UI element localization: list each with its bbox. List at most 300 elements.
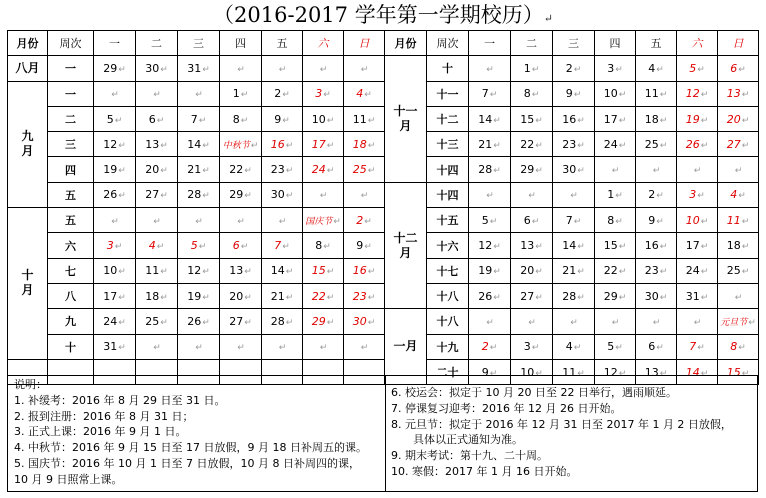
- date-cell: 7↵: [469, 81, 511, 106]
- week-number-text: 十二: [436, 113, 459, 127]
- date-cell-text: 19: [478, 264, 493, 278]
- date-cell: 28↵: [262, 309, 303, 334]
- date-cell: 12↵: [595, 359, 636, 384]
- notes-left-column: [14, 377, 367, 488]
- week-number-text: 九: [65, 315, 76, 329]
- date-cell-text: 13: [644, 365, 659, 379]
- week-row: [385, 258, 759, 283]
- week-number-text: 十三: [436, 138, 459, 152]
- date-cell: ↵: [178, 208, 220, 233]
- week-number-text: 二: [65, 113, 76, 127]
- date-cell: ↵: [553, 182, 595, 207]
- date-cell-text: 15: [520, 112, 535, 126]
- date-cell-text: 27: [726, 137, 741, 151]
- date-cell: ↵: [262, 208, 303, 233]
- date-cell-text: 14: [270, 264, 285, 278]
- date-cell-text: 25: [644, 137, 659, 151]
- date-cell-text: 30: [644, 289, 659, 303]
- date-cell: 30↵: [553, 157, 595, 182]
- week-number: [427, 106, 469, 131]
- day-header-text: 六: [691, 37, 703, 51]
- date-cell-text: 20: [726, 112, 741, 126]
- date-cell: 30↵: [262, 182, 303, 207]
- date-cell-text: 31: [103, 340, 118, 354]
- week-number-text: 十五: [436, 214, 459, 228]
- date-cell: ↵: [553, 309, 595, 334]
- title-text: （2016-2017 学年第一学期校历）: [213, 3, 544, 27]
- date-cell: 8↵: [511, 81, 553, 106]
- date-cell: 中秋节↵: [220, 132, 262, 157]
- date-cell-text: 5: [607, 340, 615, 354]
- date-cell: 5↵: [469, 208, 511, 233]
- week-row: [8, 233, 385, 258]
- week-number: [427, 283, 469, 308]
- date-cell: 31↵: [178, 56, 220, 81]
- date-cell: 15↵: [303, 258, 344, 283]
- day-header: [136, 31, 178, 56]
- week-number: [427, 132, 469, 157]
- date-cell-text: 18: [145, 289, 160, 303]
- date-cell-text: 7: [689, 340, 697, 354]
- date-cell-text: 28: [270, 314, 285, 328]
- week-row: [385, 283, 759, 308]
- date-cell: 22↵: [595, 258, 636, 283]
- week-row: [8, 283, 385, 308]
- date-cell: 9↵: [469, 359, 511, 384]
- date-cell: ↵: [220, 208, 262, 233]
- date-cell-text: 17: [685, 239, 700, 253]
- date-cell-text: 3: [607, 61, 615, 75]
- date-cell-text: 29: [229, 188, 244, 202]
- date-cell-text: 13: [145, 137, 160, 151]
- date-cell-text: 30: [562, 163, 577, 177]
- calendar-title: （2016-2017 学年第一学期校历）↵: [213, 3, 553, 27]
- date-cell-text: 元旦节: [720, 317, 748, 328]
- date-cell: 14↵: [677, 359, 718, 384]
- week-number: [48, 81, 94, 106]
- date-cell: 28↵: [178, 182, 220, 207]
- date-cell: ↵: [677, 157, 718, 182]
- date-cell-text: 30: [270, 188, 285, 202]
- month-label: [8, 56, 48, 81]
- month-header-text: 月份: [16, 37, 39, 51]
- week-row: [385, 81, 759, 106]
- week-number-text: 十八: [436, 290, 459, 304]
- month-header-text: 月份: [394, 37, 417, 51]
- date-cell-text: 18: [352, 137, 367, 151]
- date-cell: 10↵: [303, 106, 344, 131]
- date-cell-text: 14: [478, 112, 493, 126]
- date-cell-text: 国庆节: [305, 216, 333, 227]
- date-cell-text: 29: [311, 314, 326, 328]
- date-cell-text: 7: [274, 239, 282, 253]
- date-cell: 23↵: [553, 132, 595, 157]
- date-cell-text: 7: [190, 112, 198, 126]
- date-cell: ↵: [677, 309, 718, 334]
- date-cell-text: 12: [685, 87, 700, 101]
- date-cell-text: 3: [106, 239, 114, 253]
- date-cell-text: 12: [478, 239, 493, 253]
- notes-divider: [385, 376, 386, 491]
- notes-section: [7, 375, 758, 492]
- date-cell: 6↵: [718, 56, 759, 81]
- date-cell-text: 12: [103, 137, 118, 151]
- date-cell-text: 27: [229, 314, 244, 328]
- date-cell-text: 31: [187, 61, 202, 75]
- date-cell: 16↵: [553, 106, 595, 131]
- notes-right-column: [391, 385, 732, 480]
- day-header: [595, 31, 636, 56]
- month-label-text: 九 月: [21, 129, 34, 159]
- date-cell: 9↵: [344, 233, 385, 258]
- date-cell-text: 8: [315, 239, 323, 253]
- date-cell: 31↵: [677, 283, 718, 308]
- date-cell-text: 29: [103, 61, 118, 75]
- date-cell-text: 11: [726, 213, 741, 227]
- date-cell: 28↵: [469, 157, 511, 182]
- date-cell-text: 24: [685, 264, 700, 278]
- date-cell-text: 2: [648, 188, 656, 202]
- date-cell: 24↵: [94, 309, 136, 334]
- date-cell: 19↵: [94, 157, 136, 182]
- month-label-text: 十 月: [21, 268, 34, 298]
- date-cell: ↵: [469, 56, 511, 81]
- date-cell-text: 16: [644, 239, 659, 253]
- month-label: [8, 208, 48, 360]
- date-cell: 7↵: [262, 233, 303, 258]
- month-label-text: 十一 月: [393, 104, 418, 134]
- date-cell: 2↵: [636, 182, 677, 207]
- date-cell-text: 3: [689, 188, 697, 202]
- date-cell-text: 10: [603, 87, 618, 101]
- date-cell: 7↵: [178, 106, 220, 131]
- date-cell: 11↵: [136, 258, 178, 283]
- date-cell: ↵: [303, 56, 344, 81]
- date-cell-text: 11: [145, 264, 160, 278]
- notes-heading: 说明：: [14, 378, 47, 391]
- date-cell-text: 28: [562, 289, 577, 303]
- date-cell-text: 16: [562, 112, 577, 126]
- date-cell: 10↵: [511, 359, 553, 384]
- date-cell: 27↵: [511, 283, 553, 308]
- date-cell-text: 14: [685, 365, 700, 379]
- week-row: [385, 309, 759, 334]
- week-number-text: 十四: [436, 188, 459, 202]
- date-cell-text: 6: [148, 112, 156, 126]
- date-cell: 25↵: [636, 132, 677, 157]
- date-cell: 12↵: [677, 81, 718, 106]
- date-cell: 1↵: [511, 56, 553, 81]
- week-number-text: 十: [65, 340, 76, 354]
- date-cell-text: 2: [565, 61, 573, 75]
- date-cell: 24↵: [595, 132, 636, 157]
- date-cell-text: 25: [145, 314, 160, 328]
- week-number-text: 十六: [436, 239, 459, 253]
- day-header: [469, 31, 511, 56]
- date-cell: 3↵: [511, 334, 553, 359]
- date-cell-text: 27: [145, 188, 160, 202]
- date-cell: 元旦节↵: [718, 309, 759, 334]
- date-cell-text: 9: [356, 239, 364, 253]
- date-cell-text: 24: [103, 314, 118, 328]
- day-header-text: 二: [151, 37, 162, 51]
- date-cell-text: 5: [481, 213, 489, 227]
- date-cell: 22↵: [511, 132, 553, 157]
- date-cell-text: 27: [520, 289, 535, 303]
- day-header-text: 四: [609, 37, 621, 51]
- date-cell-text: 4: [730, 188, 738, 202]
- date-cell: 19↵: [469, 258, 511, 283]
- date-cell: 8↵: [595, 208, 636, 233]
- date-cell: 4↵: [553, 334, 595, 359]
- date-cell: 22↵: [303, 283, 344, 308]
- date-cell-text: 30: [352, 314, 367, 328]
- week-number-text: 十九: [436, 340, 459, 354]
- week-number: [48, 56, 94, 81]
- month-label: [385, 56, 427, 182]
- day-header-text: 日: [358, 37, 370, 51]
- date-cell: 8↵: [303, 233, 344, 258]
- date-cell-text: 22: [603, 264, 618, 278]
- date-cell: 3↵: [677, 182, 718, 207]
- note-item: 9. 期末考试：第十九、二十周。: [391, 449, 548, 463]
- date-cell-text: 16: [270, 137, 285, 151]
- date-cell-text: 15: [726, 365, 741, 379]
- date-cell-text: 5: [106, 112, 114, 126]
- week-number-text: 四: [65, 163, 76, 177]
- date-cell: 7↵: [553, 208, 595, 233]
- date-cell: 11↵: [344, 106, 385, 131]
- date-cell: 2↵: [469, 334, 511, 359]
- date-cell: ↵: [595, 157, 636, 182]
- week-row: [385, 233, 759, 258]
- date-cell: 26↵: [469, 283, 511, 308]
- date-cell-text: 7: [565, 213, 573, 227]
- date-cell: 19↵: [677, 106, 718, 131]
- date-cell: 11↵: [553, 359, 595, 384]
- date-cell: 14↵: [553, 233, 595, 258]
- date-cell-text: 15: [603, 239, 618, 253]
- month-label-text: 八月: [15, 60, 40, 75]
- date-cell-text: 13: [726, 87, 741, 101]
- date-cell-text: 1: [607, 188, 615, 202]
- week-header-text: 周次: [436, 37, 459, 51]
- date-cell-text: 11: [644, 87, 659, 101]
- date-cell: ↵: [303, 182, 344, 207]
- date-cell-text: 9: [565, 87, 573, 101]
- date-cell: ↵: [136, 334, 178, 359]
- date-cell-text: 1: [232, 87, 240, 101]
- date-cell: ↵: [636, 309, 677, 334]
- date-cell-text: 10: [103, 264, 118, 278]
- week-number-text: 十八: [436, 315, 459, 329]
- note-item: 2. 报到注册：2016 年 8 月 31 日；: [14, 409, 194, 423]
- week-number: [48, 334, 94, 359]
- week-number-text: 五: [65, 214, 76, 228]
- date-cell: 16↵: [636, 233, 677, 258]
- note-item: 4. 中秋节：2016 年 9 月 15 日至 17 日放假，9 月 18 日补周五的课。: [14, 441, 367, 455]
- week-row: [385, 56, 759, 81]
- date-cell-text: 14: [562, 239, 577, 253]
- date-cell-text: 26: [685, 137, 700, 151]
- week-row: [385, 182, 759, 207]
- date-cell-text: 29: [603, 289, 618, 303]
- week-number-text: 二十: [436, 366, 459, 379]
- week-number-text: 六: [65, 239, 76, 253]
- date-cell-text: 11: [352, 112, 367, 126]
- date-cell-text: 19: [685, 112, 700, 126]
- date-cell: 31↵: [94, 334, 136, 359]
- date-cell: 8↵: [718, 334, 759, 359]
- date-cell: 29↵: [303, 309, 344, 334]
- date-cell-text: 4: [648, 61, 656, 75]
- date-cell-text: 30: [145, 61, 160, 75]
- date-cell-text: 10: [311, 112, 326, 126]
- date-cell: 25↵: [718, 258, 759, 283]
- date-cell: ↵: [344, 56, 385, 81]
- date-cell-text: 6: [232, 239, 240, 253]
- week-row: [385, 106, 759, 131]
- date-cell-text: 中秋节: [222, 140, 250, 151]
- date-cell-text: 5: [190, 239, 198, 253]
- note-item: 6. 校运会：拟定于 10 月 20 日至 22 日举行，遇雨顺延。: [391, 386, 677, 399]
- date-cell-text: 17: [311, 137, 326, 151]
- day-header: [303, 31, 344, 56]
- date-cell: 28↵: [553, 283, 595, 308]
- week-number: [427, 157, 469, 182]
- date-cell-text: 12: [603, 365, 618, 379]
- date-cell: 23↵: [262, 157, 303, 182]
- date-cell: 2↵: [344, 208, 385, 233]
- date-cell-text: 13: [229, 264, 244, 278]
- day-header: [718, 31, 759, 56]
- week-header-text: 周次: [59, 37, 82, 51]
- day-header: [94, 31, 136, 56]
- date-cell: ↵: [178, 81, 220, 106]
- date-cell-text: 26: [187, 314, 202, 328]
- date-cell-text: 8: [523, 87, 531, 101]
- left-calendar-table: [7, 30, 385, 385]
- week-number: [48, 258, 94, 283]
- day-header: [178, 31, 220, 56]
- date-cell-text: 6: [648, 340, 656, 354]
- week-row: [8, 258, 385, 283]
- header-row: [385, 31, 759, 56]
- date-cell: ↵: [636, 157, 677, 182]
- date-cell: 7↵: [677, 334, 718, 359]
- date-cell-text: 23: [644, 264, 659, 278]
- week-row: [8, 334, 385, 359]
- week-number-text: 十七: [436, 264, 459, 278]
- month-label: [8, 81, 48, 207]
- date-cell: 9↵: [262, 106, 303, 131]
- date-cell: 3↵: [94, 233, 136, 258]
- date-cell-text: 16: [352, 264, 367, 278]
- date-cell: 15↵: [718, 359, 759, 384]
- date-cell-text: 8: [232, 112, 240, 126]
- date-cell-text: 9: [481, 365, 489, 379]
- date-cell: ↵: [220, 334, 262, 359]
- date-cell-text: 24: [311, 163, 326, 177]
- date-cell-text: 25: [352, 163, 367, 177]
- week-number-text: 三: [65, 138, 76, 152]
- date-cell: 25↵: [344, 157, 385, 182]
- date-cell-text: 21: [562, 264, 577, 278]
- week-number-text: 五: [65, 188, 76, 202]
- date-cell: 13↵: [136, 132, 178, 157]
- week-number: [48, 132, 94, 157]
- note-item: 具体以正式通知为准。: [413, 433, 523, 447]
- date-cell: ↵: [344, 334, 385, 359]
- day-header-text: 五: [650, 37, 662, 51]
- date-cell: 18↵: [636, 106, 677, 131]
- date-cell: 3↵: [303, 81, 344, 106]
- date-cell-text: 25: [726, 264, 741, 278]
- day-header-text: 一: [484, 37, 495, 51]
- date-cell: ↵: [595, 309, 636, 334]
- date-cell-text: 23: [562, 137, 577, 151]
- date-cell: 14↵: [469, 106, 511, 131]
- week-number: [427, 258, 469, 283]
- date-cell: 20↵: [511, 258, 553, 283]
- week-number-text: 十一: [436, 87, 459, 101]
- date-cell-text: 28: [187, 188, 202, 202]
- week-number-text: 十: [442, 62, 453, 76]
- date-cell: 20↵: [220, 283, 262, 308]
- date-cell: ↵: [469, 182, 511, 207]
- week-number-text: 一: [65, 87, 76, 101]
- date-cell-text: 2: [481, 340, 489, 354]
- week-number: [427, 233, 469, 258]
- date-cell: ↵: [262, 334, 303, 359]
- date-cell: 13↵: [220, 258, 262, 283]
- month-label: [385, 309, 427, 385]
- date-cell: 5↵: [178, 233, 220, 258]
- day-header-text: 三: [193, 37, 204, 51]
- week-number-text: 一: [65, 62, 76, 76]
- week-number: [48, 157, 94, 182]
- date-cell: 11↵: [718, 208, 759, 233]
- date-cell: ↵: [511, 182, 553, 207]
- date-cell: 24↵: [677, 258, 718, 283]
- day-header: [344, 31, 385, 56]
- date-cell: 17↵: [303, 132, 344, 157]
- date-cell: 11↵: [636, 81, 677, 106]
- date-cell: 25↵: [136, 309, 178, 334]
- day-header: [220, 31, 262, 56]
- date-cell: 26↵: [94, 182, 136, 207]
- date-cell: ↵: [718, 283, 759, 308]
- date-cell: ↵: [718, 157, 759, 182]
- date-cell-text: 29: [520, 163, 535, 177]
- date-cell: 29↵: [94, 56, 136, 81]
- date-cell: 18↵: [344, 132, 385, 157]
- date-cell-text: 24: [603, 137, 618, 151]
- note-item: 10 月 9 日照常上课。: [14, 472, 123, 486]
- date-cell: ↵: [94, 208, 136, 233]
- month-label-text: 十二 月: [393, 230, 418, 260]
- header-row: [8, 31, 385, 56]
- day-header-text: 日: [732, 37, 744, 51]
- date-cell: 4↵: [344, 81, 385, 106]
- day-header: [553, 31, 595, 56]
- right-calendar-table: [384, 30, 759, 385]
- date-cell-text: 6: [523, 213, 531, 227]
- week-row: [385, 132, 759, 157]
- date-cell-text: 4: [565, 340, 573, 354]
- date-cell: 3↵: [595, 56, 636, 81]
- week-number-text: 十四: [436, 163, 459, 177]
